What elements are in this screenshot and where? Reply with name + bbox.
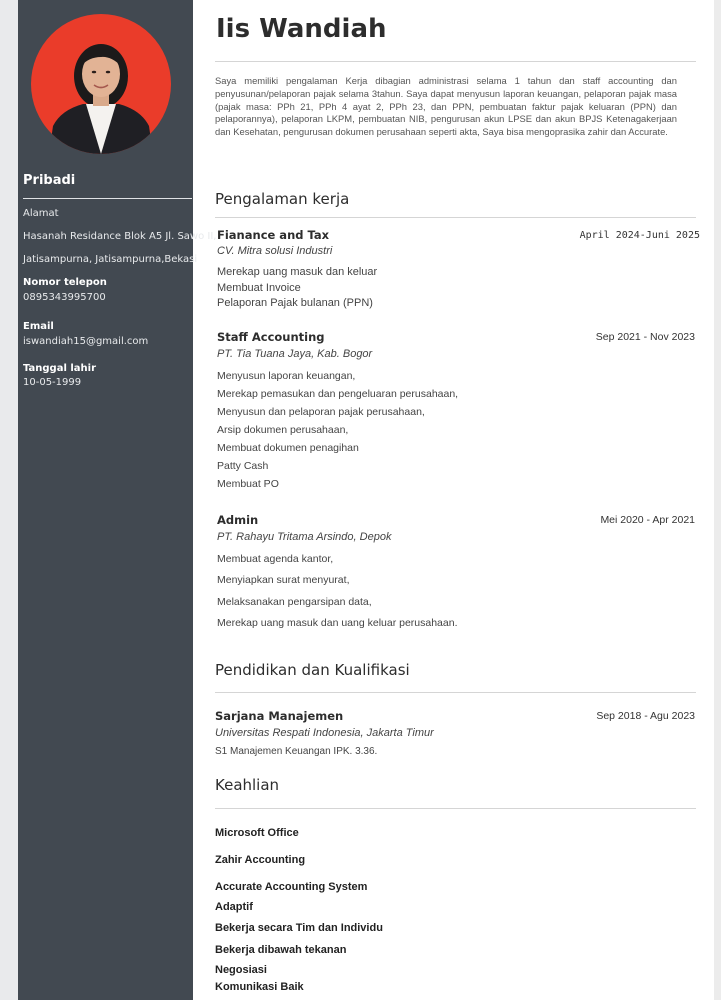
skill-item: Zahir Accounting	[215, 854, 306, 866]
degree-title: Sarjana Manajemen	[215, 709, 344, 723]
email-label: Email	[23, 321, 54, 332]
address-label: Alamat	[23, 208, 59, 219]
job-date: April 2024-Juni 2025	[579, 230, 700, 241]
education-divider	[215, 692, 696, 693]
job-task: Merekap uang masuk dan uang keluar perusahaan.	[217, 617, 458, 629]
job-task: Membuat PO	[217, 478, 279, 490]
experience-heading: Pengalaman kerja	[215, 190, 350, 208]
education-detail: S1 Manajemen Keuangan IPK. 3.36.	[215, 746, 378, 757]
job-task: Menyiapkan surat menyurat,	[217, 574, 350, 586]
job-date: Sep 2021 - Nov 2023	[595, 331, 695, 343]
school-name: Universitas Respati Indonesia, Jakarta Timur	[215, 727, 434, 739]
job-task: Menyusun dan pelaporan pajak perusahaan,	[217, 406, 425, 418]
skills-divider	[215, 808, 696, 809]
skill-item: Komunikasi Baik	[215, 981, 304, 993]
skill-item: Bekerja dibawah tekanan	[215, 944, 347, 956]
profile-summary: Saya memiliki pengalaman Kerja dibagian administrasi selama 1 tahun dan staff accounting dan penyusunan/pelaporan pajak selama 3tahun. Saya dapat menyusun laporan keuangan, pelaporan pajak masa (pajak masa: PPh 21, PPh 4 ayat 2, PPh 23, dan PPN, pembuatan faktur pajak keluaran (PPN) dan pelaporannya), pelaporan LKPM, pembuatan NIB, pengurusan akun LPSE dan akun BPJS Ketenagakerjaan dan Kesehatan, pengurusan dokumen perusahaan seperti akta, Saya bisa mengoprasika zahir dan Accurate.	[215, 75, 677, 138]
job-task: Membuat agenda kantor,	[217, 553, 334, 565]
job-company: PT. Rahayu Tritama Arsindo, Depok	[217, 531, 392, 543]
sidebar	[18, 0, 217, 1000]
job-date: Mei 2020 - Apr 2021	[600, 514, 695, 526]
candidate-name: Iis Wandiah	[216, 14, 387, 44]
job-company: CV. Mitra solusi Industri	[217, 245, 333, 257]
education-date: Sep 2018 - Agu 2023	[596, 710, 695, 722]
job-task: Merekap pemasukan dan pengeluaran perusahaan,	[217, 388, 459, 400]
experience-divider	[215, 217, 696, 218]
job-task: Menyusun laporan keuangan,	[217, 370, 356, 382]
dob-label: Tanggal lahir	[23, 363, 97, 374]
address-line-1: Hasanah Residance Blok A5 Jl. Sawo II,	[23, 231, 217, 242]
job-title: Staff Accounting	[217, 330, 325, 344]
page-margin-right	[714, 0, 721, 1000]
sidebar-section-title: Pribadi	[23, 173, 76, 188]
job-title: Admin	[217, 513, 259, 527]
address-line-2: Jatisampurna, Jatisampurna,Bekasi	[23, 254, 198, 265]
email-value: iswandiah15@gmail.com	[23, 336, 149, 347]
job-task: Arsip dokumen perusahaan,	[217, 424, 349, 436]
skill-item: Accurate Accounting System	[215, 881, 368, 893]
header-divider	[215, 61, 696, 62]
job-task: Pelaporan Pajak bulanan (PPN)	[217, 297, 373, 309]
skill-item: Negosiasi	[215, 964, 267, 976]
dob-value: 10-05-1999	[23, 377, 82, 388]
job-task: Merekap uang masuk dan keluar	[217, 266, 378, 278]
job-task: Melaksanakan pengarsipan data,	[217, 596, 372, 608]
job-title: Fianance and Tax	[217, 228, 330, 242]
job-company: PT. Tia Tuana Jaya, Kab. Bogor	[217, 348, 373, 360]
main-content	[193, 0, 714, 1000]
education-heading: Pendidikan dan Kualifikasi	[215, 661, 410, 679]
phone-value: 0895343995700	[23, 292, 106, 303]
sidebar-divider	[23, 198, 192, 199]
skill-item: Adaptif	[215, 901, 253, 913]
page-margin-left	[0, 0, 18, 1000]
phone-label: Nomor telepon	[23, 277, 107, 288]
profile-photo	[31, 14, 171, 154]
job-task: Membuat dokumen penagihan	[217, 442, 359, 454]
job-task: Membuat Invoice	[217, 282, 301, 294]
skills-heading: Keahlian	[215, 776, 280, 794]
skill-item: Microsoft Office	[215, 827, 299, 839]
job-task: Patty Cash	[217, 460, 269, 472]
skill-item: Bekerja secara Tim dan Individu	[215, 922, 383, 934]
